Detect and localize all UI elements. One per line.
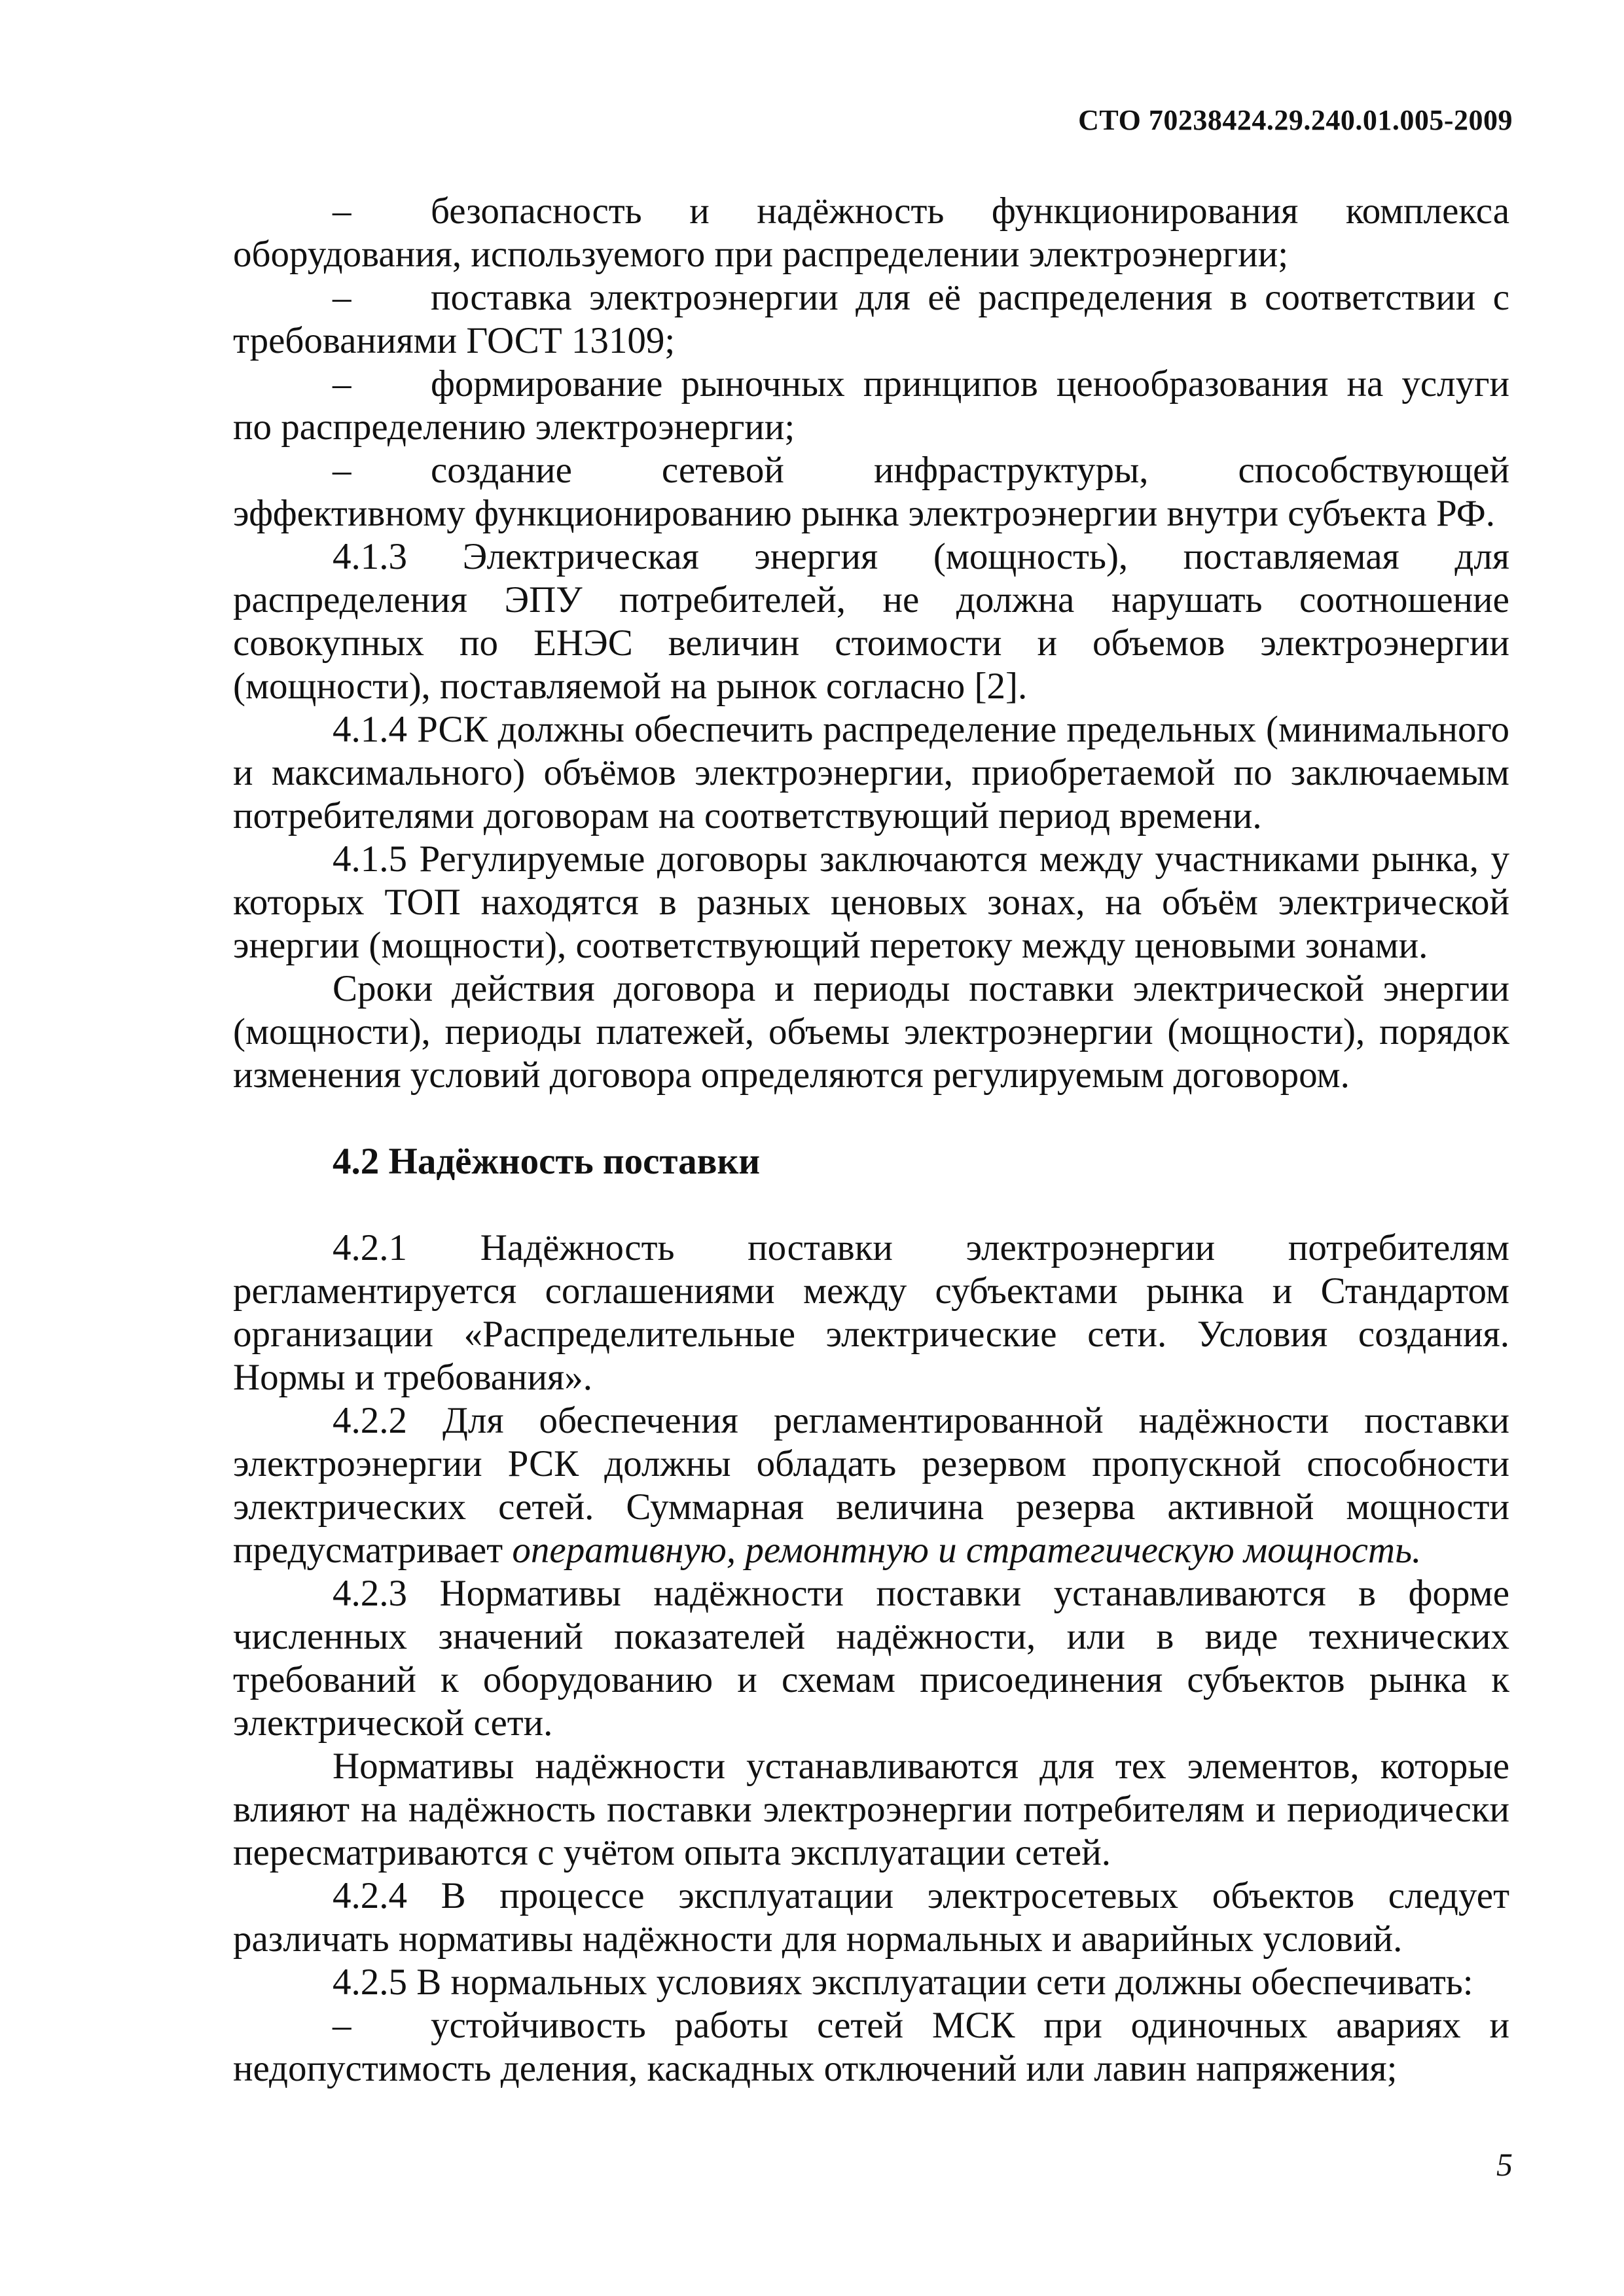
dash-marker: – [333,190,352,232]
dash-marker: – [333,277,352,318]
list-item [233,190,1509,276]
paragraph-4-2-4: 4.2.4 В процессе эксплуатации электросетевых объектов следует различать нормативы надёжности для нормальных и аварийных условий. [233,1875,1509,1960]
paragraph-contract-terms: Сроки действия договора и периоды поставки электрической энергии (мощности), периоды платежей, объемы электроэнергии (мощности), порядок изменения условий договора определяются регулируемым договором. [233,968,1509,1096]
list-item-text: безопасность и надёжность функционирования комплекса оборудования, используемого при распределении электроэнергии; [233,190,1509,275]
list-item-text: формирование рыночных принципов ценообразования на услуги по распределению электроэнергии; [233,363,1509,448]
paragraph-4-2-2-italic: оперативную, ремонтную и стратегическую мощность. [512,1530,1422,1571]
paragraph-4-2-2-text: 4.2.2 Для обеспечения регламентированной надёжности поставки электроэнергии РСК должны обладать резервом пропускной способности электрических сетей. Суммарная величина резерва активной мощности предусматривает [233,1400,1509,1571]
list-item-text: устойчивость работы сетей МСК при одиночных авариях и недопустимость деления, каскадных отключений или лавин напряжения; [233,2005,1509,2089]
paragraph-4-1-4: 4.1.4 РСК должны обеспечить распределение предельных (минимального и максимального) объёмов электроэнергии, приобретаемой по заключаемым потребителями договорам на соответствующий период времени. [233,709,1509,836]
paragraph-4-2-1: 4.2.1 Надёжность поставки электроэнергии потребителям регламентируется соглашениями между субъектами рынка и Стандартом организации «Распределительные электрические сети. Условия создания. Нормы и требования». [233,1227,1509,1398]
paragraph-4-2-5: 4.2.5 В нормальных условиях эксплуатации сети должны обеспечивать: [333,1962,1473,2003]
dash-marker: – [333,450,352,491]
page-number: 5 [1496,2146,1513,2183]
paragraph-reliability-norms: Нормативы надёжности устанавливаются для тех элементов, которые влияют на надёжность поставки электроэнергии потребителям и периодически пересматриваются с учётом опыта эксплуатации сетей. [233,1746,1509,1873]
list-item [233,363,1509,449]
document-code: СТО 70238424.29.240.01.005-2009 [1078,104,1513,136]
document-body [233,190,1509,2090]
paragraph-4-1-3: 4.1.3 Электрическая энергия (мощность), поставляемая для распределения ЭПУ потребителей, не должна нарушать соотношение совокупных по ЕНЭС величин стоимости и объемов электроэнергии (мощности), поставляемой на рынок согласно [2]. [233,536,1509,707]
section-heading-4-2: 4.2 Надёжность поставки [333,1141,761,1182]
paragraph-4-2-3: 4.2.3 Нормативы надёжности поставки устанавливаются в форме численных значений показателей надёжности, или в виде технических требований к оборудованию и схемам присоединения субъектов рынка к электрической сети. [233,1573,1509,1744]
list-item [233,449,1509,535]
paragraph-4-2-2 [233,1399,1509,1572]
list-item [233,276,1509,363]
list-item [233,2004,1509,2090]
dash-marker: – [333,363,352,404]
paragraph-4-1-5: 4.1.5 Регулируемые договоры заключаются между участниками рынка, у которых ТОП находятся в разных ценовых зонах, на объём электрической энергии (мощности), соответствующий перетоку между ценовыми зонами. [233,838,1509,966]
list-item-text: поставка электроэнергии для её распределения в соответствии с требованиями ГОСТ 13109; [233,277,1509,361]
dash-marker: – [333,2005,352,2046]
list-item-text: создание сетевой инфраструктуры, способствующей эффективному функционированию рынка электроэнергии внутри субъекта РФ. [233,450,1509,534]
